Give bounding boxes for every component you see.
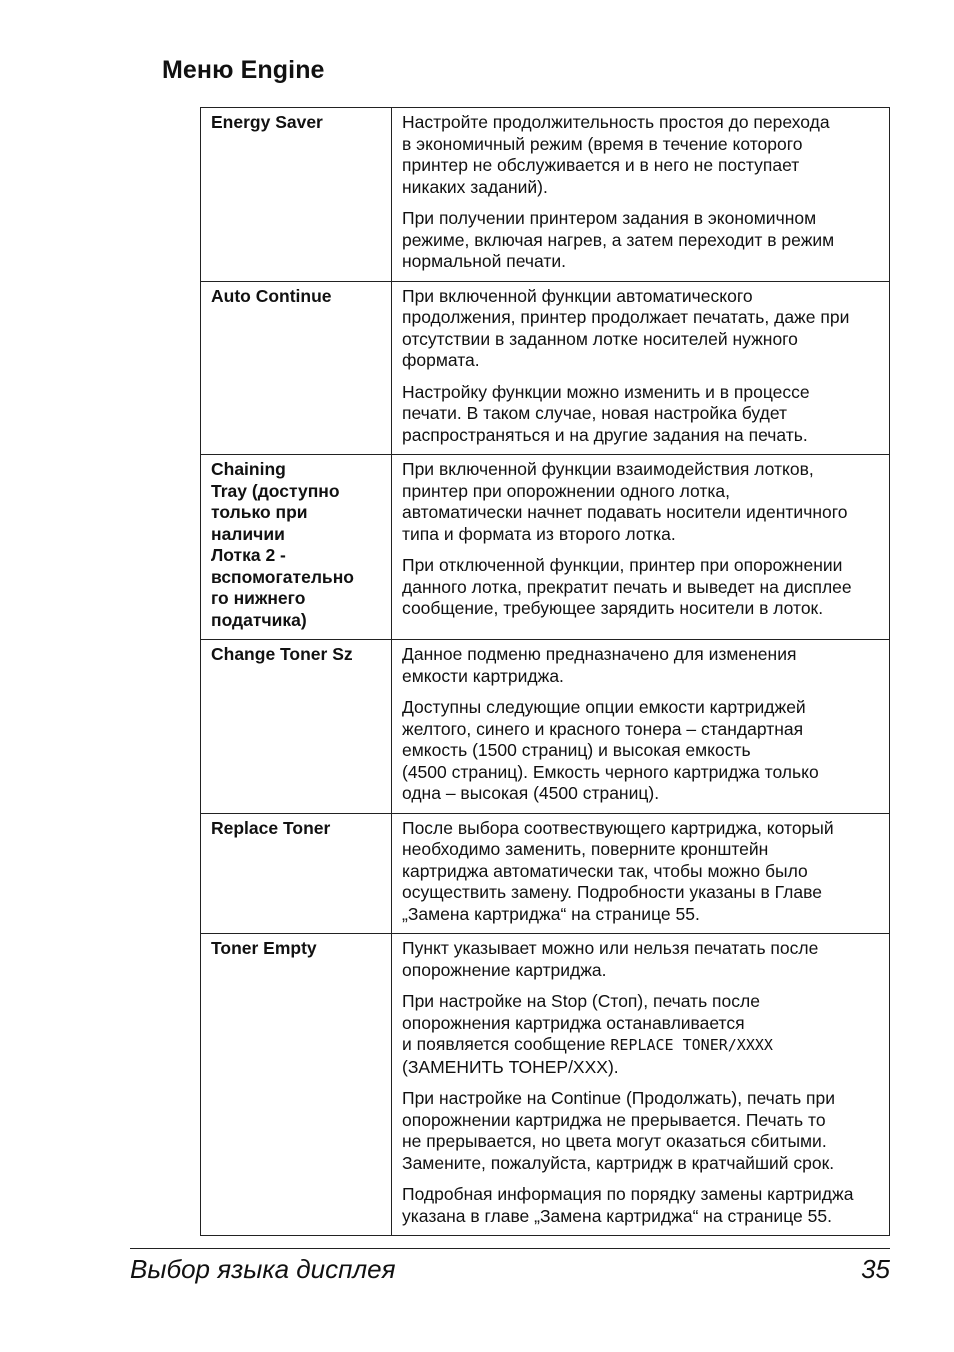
description-paragraph: Настройку функции можно изменить и в процессе печати. В таком случае, новая настройка будет распространяться и на другие задания на печать. — [402, 381, 810, 445]
table-row — [201, 813, 890, 934]
table-row — [201, 455, 890, 640]
option-description — [392, 813, 890, 934]
footer-divider — [130, 1248, 890, 1249]
table-row — [201, 934, 890, 1236]
description-paragraph: Пункт указывает можно или нельзя печатать после опорожнение картриджа. — [402, 938, 819, 980]
description-paragraph: При настройке на Continue (Продолжать), печать при опорожнении картриджа не прерывается. Печать то не прерывается, но цвета могут оказаться сбитыми. Замените, пожалуйста, картридж в кратчайший срок. — [402, 1088, 836, 1173]
option-description — [392, 455, 890, 640]
option-name: Change Toner Sz — [201, 640, 392, 814]
description-paragraph: При получении принтером задания в экономичном режиме, включая нагрев, а затем переходит в режим нормальной печати. — [402, 208, 835, 271]
section-heading: Меню Engine — [162, 56, 325, 84]
description-paragraph: При настройке на Stop (Стоп), печать после опорожнения картриджа останавливается и появляется сообщение REPLACE TONER/XXXX (ЗАМЕНИТЬ ТОНЕР/XXX). — [402, 991, 773, 1077]
description-paragraph: При включенной функции взаимодействия лотков, принтер при опорожнении одного лотка, автоматически начнет подавать носители идентичного типа и формата из второго лотка. — [402, 459, 848, 544]
footer-chapter-title: Выбор языка дисплея — [130, 1254, 396, 1284]
option-name: Auto Continue — [201, 281, 392, 455]
description-paragraph: При отключенной функции, принтер при опорожнении данного лотка, прекратит печать и выведет на дисплее сообщение, требующее зарядить носители в лоток. — [402, 555, 852, 618]
option-name: Chaining Tray (доступно только при наличии Лотка 2 - вспомогательно го нижнего податчика) — [201, 455, 392, 640]
display-message-code: REPLACE TONER/XXXX — [610, 1036, 773, 1054]
option-name: Toner Empty — [201, 934, 392, 1236]
table-row — [201, 640, 890, 814]
description-paragraph: Подробная информация по порядку замены картриджа указана в главе „Замена картриджа“ на странице 55. — [402, 1184, 854, 1226]
description-paragraph: Доступны следующие опции емкости картриджей желтого, синего и красного тонера – стандартная емкость (1500 страниц) и высокая емкость (4500 страниц). Емкость черного картриджа только одна – высокая (4500 страниц). — [402, 697, 819, 803]
table-row — [201, 281, 890, 455]
option-description — [392, 281, 890, 455]
option-name: Replace Toner — [201, 813, 392, 934]
description-paragraph: При включенной функции автоматического продолжения, принтер продолжает печатать, даже при отсутствии в заданном лотке носителей нужного формата. — [402, 285, 850, 370]
option-description — [392, 934, 890, 1236]
option-description — [392, 640, 890, 814]
table-row — [201, 108, 890, 282]
description-paragraph: Настройте продолжительность простоя до перехода в экономичный режим (время в течение которого принтер не обслуживается и в него не поступает никаких заданий). — [402, 112, 830, 197]
option-description — [392, 108, 890, 282]
description-paragraph: Данное подменю предназначено для изменения емкости картриджа. — [402, 644, 797, 686]
page-number: 35 — [861, 1254, 890, 1284]
description-paragraph: После выбора соотвествующего картриджа, который необходимо заменить, поверните кронштейн картриджа автоматически так, чтобы можно было осуществить замену. Подробности указаны в Главе „Замена картриджа“ на странице 55. — [402, 817, 834, 924]
engine-menu-table — [200, 107, 890, 1236]
option-name: Energy Saver — [201, 108, 392, 282]
